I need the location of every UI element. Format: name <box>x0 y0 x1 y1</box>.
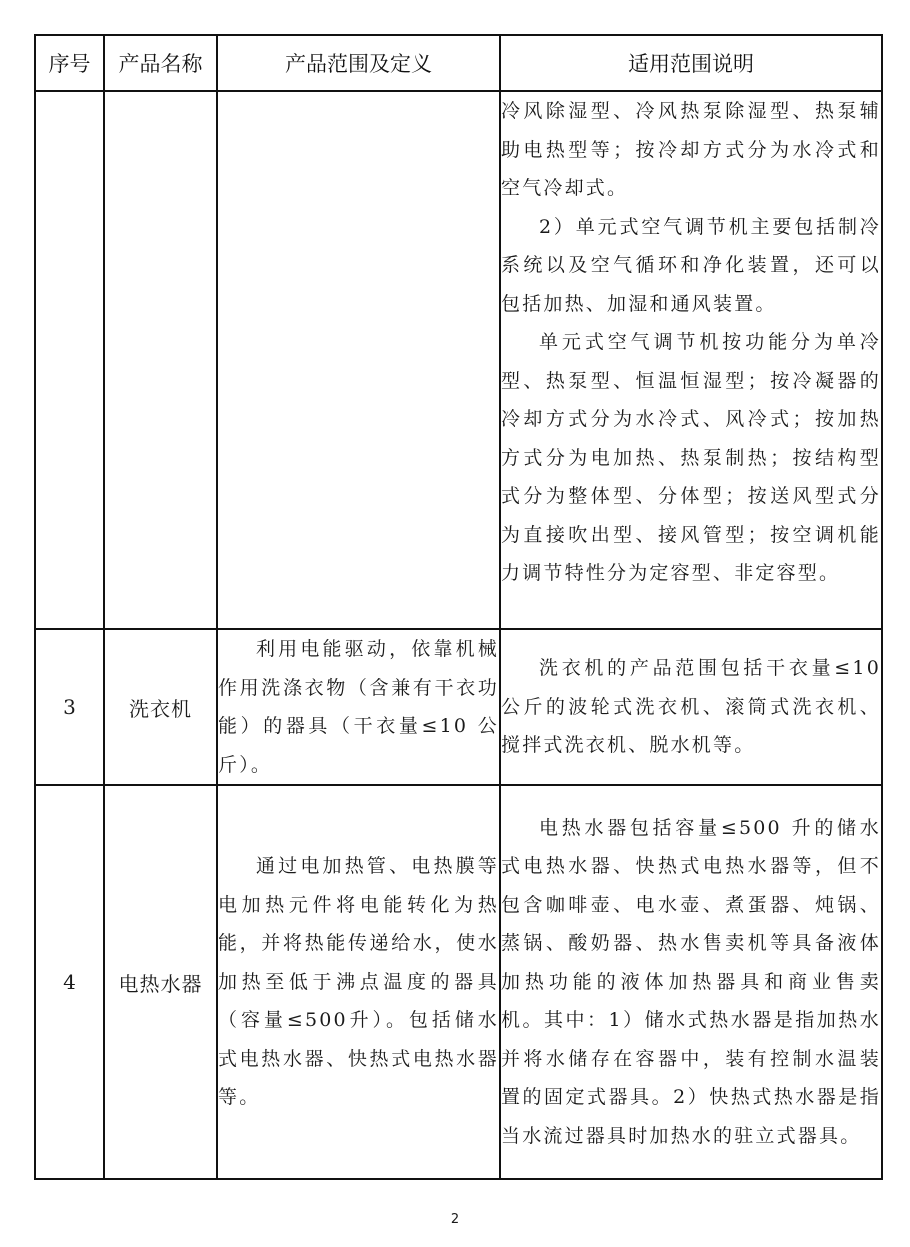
row-definition <box>217 629 500 785</box>
table-header-row <box>35 35 882 91</box>
table-row <box>35 629 882 785</box>
row-definition <box>217 785 500 1179</box>
row-product-name: 电热水器 <box>104 785 217 1179</box>
scope-paragraph: 电热水器包括容量≤500 升的储水式电热水器、快热式电热水器等，但不包含咖啡壶、电水壶、煮蛋器、炖锅、蒸锅、酸奶器、热水售卖机等具备液体加热功能的液体加热器具和商业售卖机。其中：1）储水式热水器是指加热水并将水储存在容器中，装有控制水温装置的固定式器具。2）快热式热水器是指当水流过器具时加热水的驻立式器具。 <box>501 816 881 1147</box>
product-scope-table <box>34 34 883 1180</box>
row-product-name: 洗衣机 <box>104 629 217 785</box>
table-row <box>35 91 882 629</box>
header-product-name: 产品名称 <box>104 35 217 91</box>
header-product-definition: 产品范围及定义 <box>217 35 500 91</box>
row-product-name <box>104 91 217 629</box>
page-number: 2 <box>450 1212 460 1227</box>
header-serial-number: 序号 <box>35 35 104 91</box>
row-number: 3 <box>35 629 104 785</box>
scope-paragraph: 单元式空气调节机按功能分为单冷型、热泵型、恒温恒湿型；按冷凝器的冷却方式分为水冷式、风冷式；按加热方式分为电加热、热泵制热；按结构型式分为整体型、分体型；按送风型式分为直接吹出型、接风管型；按空调机能力调节特性分为定容型、非定容型。 <box>501 331 881 584</box>
scope-paragraph: 洗衣机的产品范围包括干衣量≤10 公斤的波轮式洗衣机、滚筒式洗衣机、搅拌式洗衣机、脱水机等。 <box>501 657 881 757</box>
row-number <box>35 91 104 629</box>
header-scope-description: 适用范围说明 <box>500 35 882 91</box>
row-scope <box>500 785 882 1179</box>
definition-paragraph: 通过电加热管、电热膜等电加热元件将电能转化为热能，并将热能传递给水，使水加热至低于沸点温度的器具（容量≤500升）。包括储水式电热水器、快热式电热水器等。 <box>218 855 499 1109</box>
scope-paragraph: 冷风除湿型、冷风热泵除湿型、热泵辅助电热型等；按冷却方式分为水冷式和空气冷却式。 <box>501 100 881 199</box>
scope-paragraph: 2）单元式空气调节机主要包括制冷系统以及空气循环和净化装置，还可以包括加热、加湿和通风装置。 <box>501 215 881 315</box>
table-row <box>35 785 882 1179</box>
row-number: 4 <box>35 785 104 1179</box>
row-scope <box>500 91 882 629</box>
row-definition <box>217 91 500 629</box>
row-scope <box>500 629 882 785</box>
definition-paragraph: 利用电能驱动，依靠机械作用洗涤衣物（含兼有干衣功能）的器具（干衣量≤10 公斤）。 <box>218 638 499 776</box>
